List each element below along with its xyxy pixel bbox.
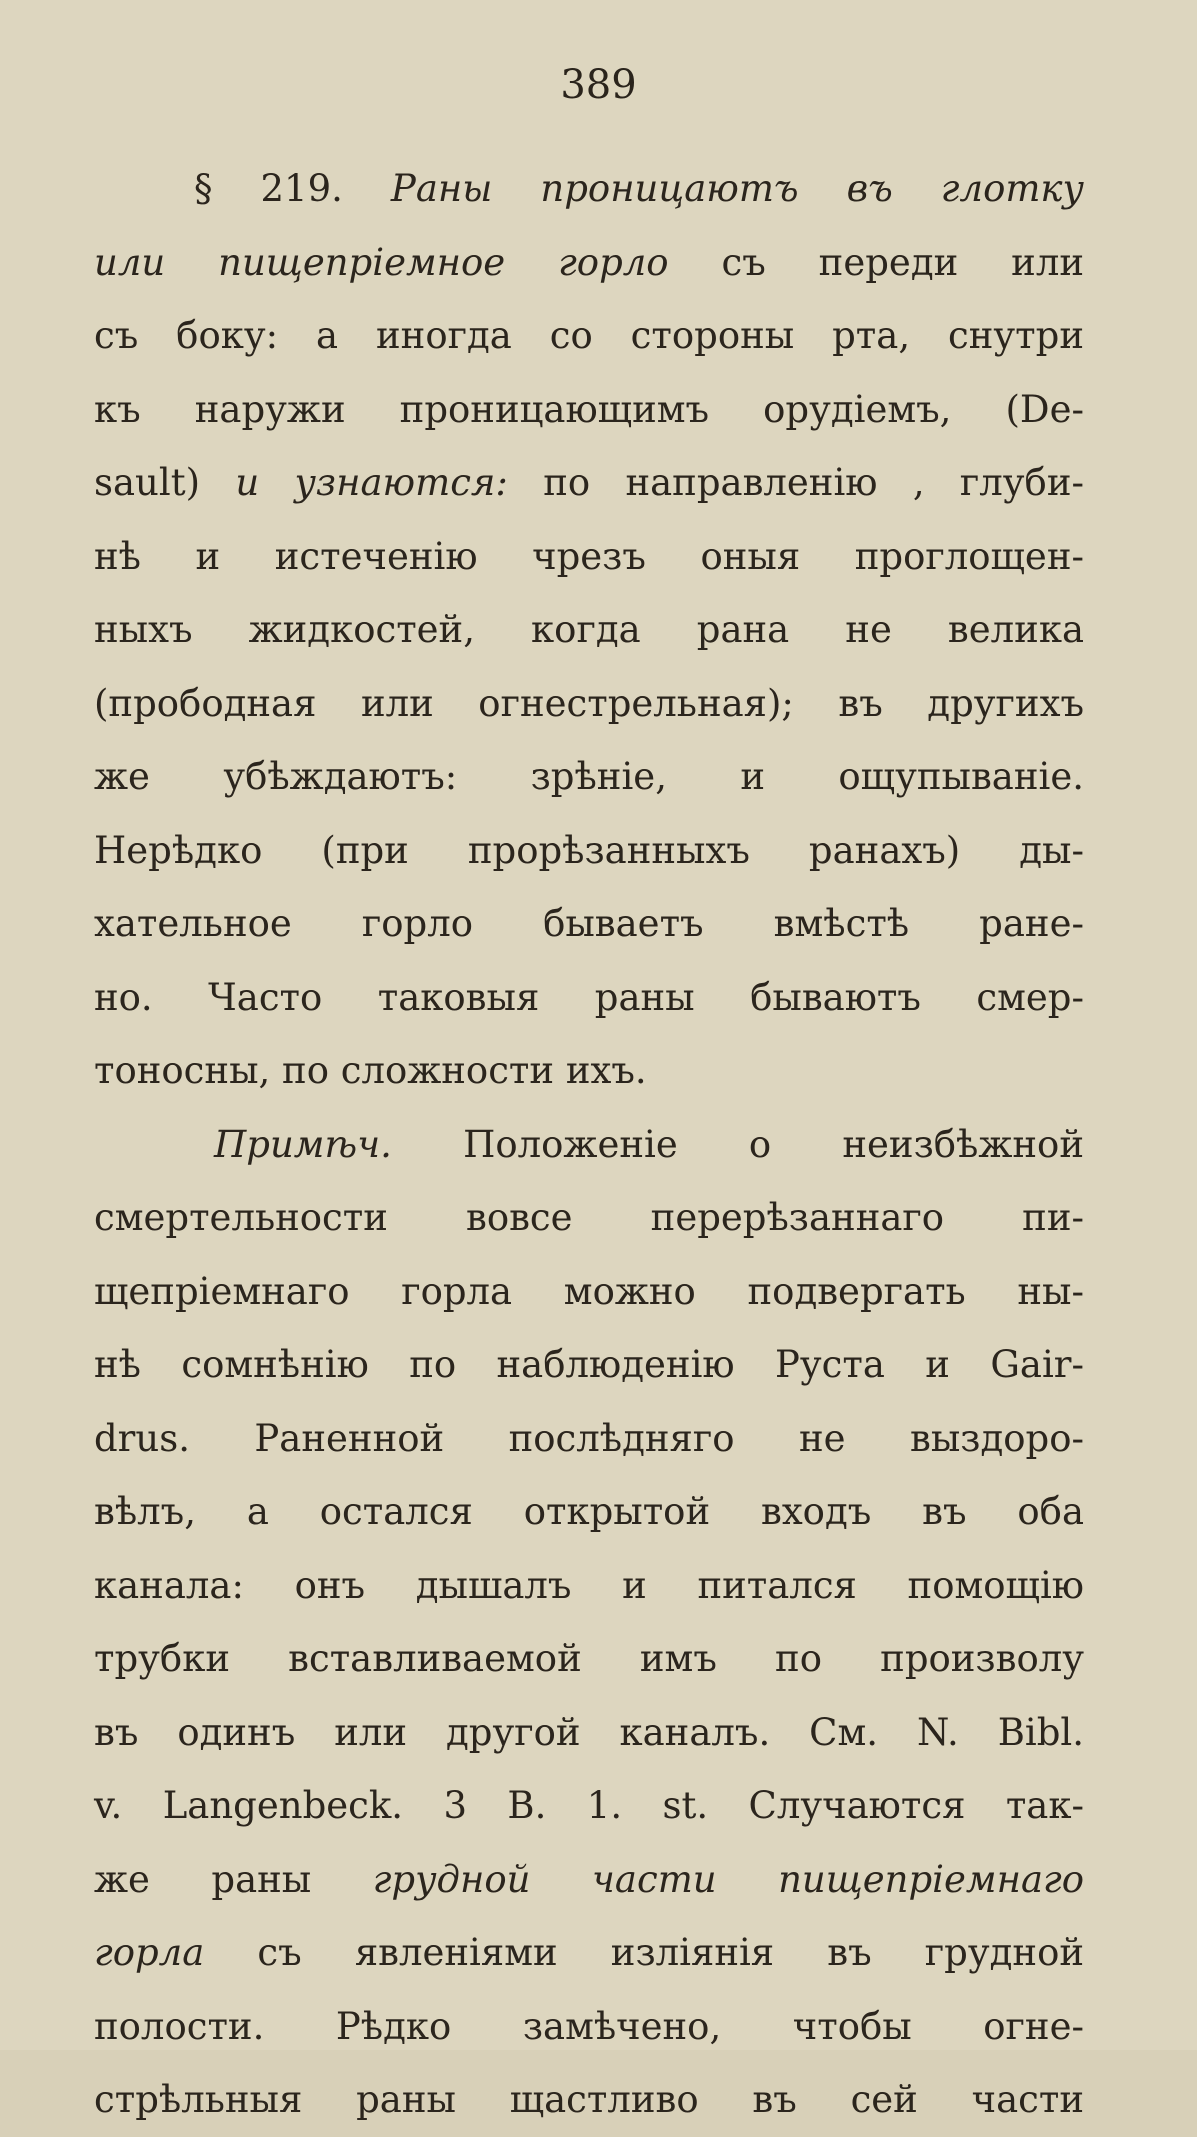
page-text <box>94 152 1084 2137</box>
paragraph-1 <box>94 152 1084 1108</box>
section-heading-cont: или пищепріемное горло <box>94 240 669 284</box>
text-line <box>94 226 1084 300</box>
text-line: канала: онъ дышалъ и питался помощію <box>94 1563 1084 1607</box>
paragraph-2 <box>94 1108 1084 2137</box>
text-line: v. Langenbeck. 3 B. 1. st. Случаются так- <box>94 1784 1084 1827</box>
text-line <box>94 152 1084 226</box>
text-line: нѣ и истеченію чрезъ оныя проглощен- <box>94 534 1084 578</box>
text-line: но. Часто таковыя раны бываютъ смер- <box>94 975 1084 1019</box>
section-number: § 219. <box>194 167 343 210</box>
text-line: нѣ сомнѣнію по наблюденію Руста и Gair- <box>94 1343 1084 1386</box>
text-line: трубки вставливаемой имъ по произволу <box>94 1637 1084 1680</box>
section-heading: Раны проницаютъ въ глотку <box>390 167 1084 210</box>
text-line: ныхъ жидкостей, когда рана не велика <box>94 608 1084 651</box>
text-line: (прободная или огнестрельная); въ другихъ <box>94 681 1084 725</box>
text-line: въ одинъ или другой каналъ. См. N. Bibl. <box>94 1710 1084 1754</box>
text-line <box>94 1916 1084 1990</box>
text-line <box>94 446 1084 520</box>
text-span: по направленію , глуби- <box>543 461 1084 504</box>
text-line <box>94 1108 1084 1182</box>
text-line <box>94 1843 1084 1917</box>
note-label: Примѣч. <box>214 1122 392 1166</box>
text-line: drus. Раненной послѣдняго не выздоро- <box>94 1416 1084 1460</box>
text-line: же убѣждаютъ: зрѣніе, и ощупываніе. <box>94 755 1084 798</box>
italic-phrase: грудной части пищепріемнаго <box>372 1857 1084 1901</box>
text-line: смертельности вовсе перерѣзаннаго пи- <box>94 1196 1084 1239</box>
text-span: же раны <box>94 1857 312 1901</box>
text-line: вѣлъ, а остался открытой входъ въ оба <box>94 1490 1084 1533</box>
text-span: Положеніе о неизбѣжной <box>463 1122 1084 1166</box>
text-line: съ боку: а иногда со стороны рта, снутри <box>94 314 1084 357</box>
italic-phrase: и узнаются: <box>235 461 508 504</box>
text-line: къ наружи проницающимъ орудіемъ, (De- <box>94 387 1084 431</box>
text-span: съ явленіями изліянія въ грудной <box>257 1931 1085 1974</box>
text-line: стрѣльныя раны щастливо въ сей части <box>94 2078 1084 2121</box>
text-line: тоносны, по сложности ихъ. <box>94 1049 647 1092</box>
text-line: щепріемнаго горла можно подвергать ны- <box>94 1269 1084 1313</box>
text-span: sault) <box>94 461 201 504</box>
text-line: Нерѣдко (при прорѣзанныхъ ранахъ) ды- <box>94 828 1084 872</box>
text-line: хательное горло бываетъ вмѣстѣ ране- <box>94 902 1084 945</box>
text-line: полости. Рѣдко замѣчено, чтобы огне- <box>94 2004 1084 2048</box>
text-span: съ переди или <box>721 240 1085 284</box>
page-number: 389 <box>560 62 637 108</box>
italic-phrase: горла <box>94 1931 205 1974</box>
